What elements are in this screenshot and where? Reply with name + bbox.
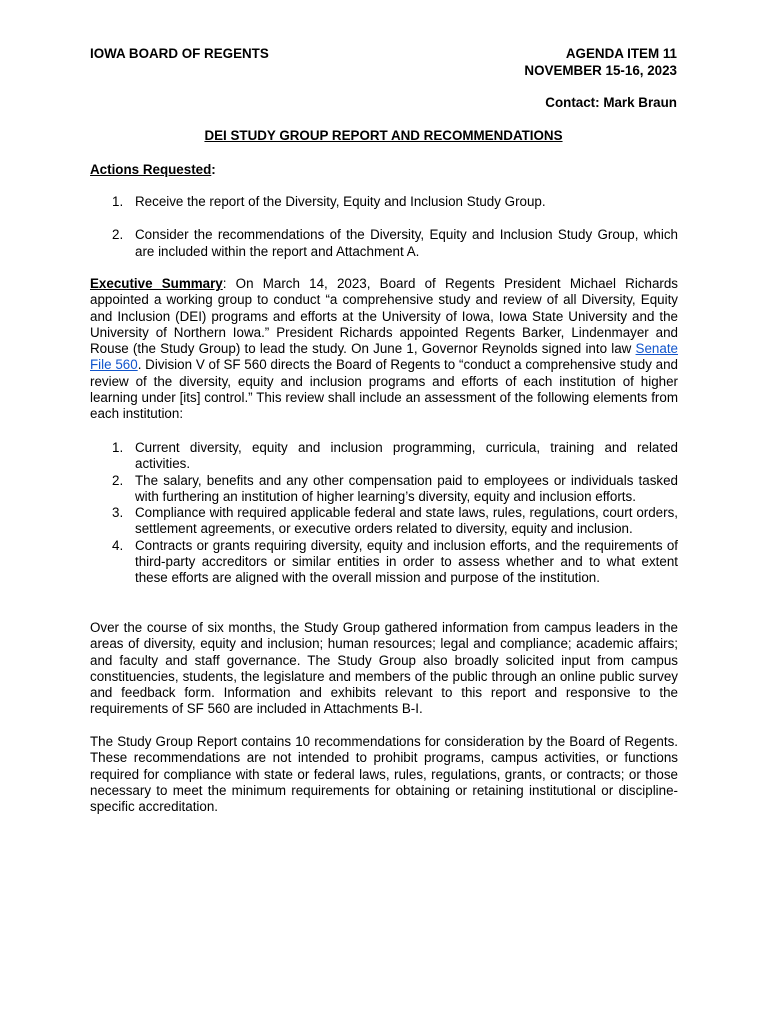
action-number: 2. bbox=[112, 227, 124, 243]
actions-list bbox=[90, 194, 678, 260]
element-text: The salary, benefits and any other compensation paid to employees or individuals tasked with furthering an institution of higher learning’s diversity, equity and inclusion efforts. bbox=[135, 472, 678, 504]
process-paragraph: Over the course of six months, the Study Group gathered information from campus leaders in the areas of diversity, equity and inclusion; human resources; legal and compliance; academic affairs; and faculty and staff governance. The Study Group also broadly solicited input from campus constituencies, students, the legislature and members of the public through an online public survey and feedback form. Information and exhibits relevant to this report and responsive to the requirements of SF 560 are included in Attachments B-I. bbox=[90, 620, 678, 717]
action-text: Consider the recommendations of the Diversity, Equity and Inclusion Study Group, which are included within the report and Attachment A. bbox=[135, 227, 678, 259]
contact-line: Contact: Mark Braun bbox=[545, 95, 677, 110]
element-text: Compliance with required applicable federal and state laws, rules, regulations, court orders, settlement agreements, or executive orders related to diversity, equity and inclusion. bbox=[135, 505, 678, 537]
element-item bbox=[90, 440, 678, 473]
element-number: 1. bbox=[112, 440, 124, 455]
action-text: Receive the report of the Diversity, Equity and Inclusion Study Group. bbox=[135, 194, 546, 209]
executive-summary-paragraph bbox=[90, 276, 678, 423]
agenda-item: AGENDA ITEM 11 bbox=[565, 46, 677, 61]
actions-requested-heading bbox=[90, 162, 216, 178]
organization-name: IOWA BOARD OF REGENTS bbox=[90, 46, 269, 61]
element-item bbox=[90, 473, 678, 506]
actions-heading-colon: : bbox=[211, 162, 216, 177]
element-number: 2. bbox=[112, 472, 124, 488]
actions-heading-text: Actions Requested bbox=[90, 162, 212, 177]
action-number: 1. bbox=[112, 194, 124, 209]
element-text: Current diversity, equity and inclusion programming, curricula, training and related activities. bbox=[135, 440, 678, 472]
action-item bbox=[90, 227, 678, 260]
element-number: 4. bbox=[112, 537, 124, 553]
document-title: DEI STUDY GROUP REPORT AND RECOMMENDATIONS bbox=[204, 128, 563, 143]
agenda-block bbox=[524, 46, 677, 79]
senate-file-560-link[interactable]: Senate File 560 bbox=[90, 341, 678, 373]
action-item bbox=[90, 194, 678, 210]
element-item bbox=[90, 505, 678, 538]
assessment-elements-list bbox=[90, 440, 678, 587]
recommendations-paragraph: The Study Group Report contains 10 recommendations for consideration by the Board of Regents. These recommendations are not intended to prohibit programs, campus activities, or functions required for compliance with state or federal laws, rules, regulations, grants, or contracts; or those necessary to meet the minimum requirements for obtaining or retaining institutional or discipline-specific accreditation. bbox=[90, 734, 678, 815]
executive-summary-text-1: : On March 14, 2023, Board of Regents President Michael Richards appointed a working group to conduct “a comprehensive study and review of all Diversity, Equity and Inclusion (DEI) programs and efforts at the University of Iowa, Iowa State University and the University of Northern Iowa.” President Richards appointed Regents Barker, Lindenmayer and Rouse (the Study Group) to lead the study. On June 1, Governor Reynolds signed into law bbox=[90, 276, 678, 357]
meeting-date: NOVEMBER 15-16, 2023 bbox=[524, 62, 677, 78]
executive-summary-lead: Executive Summary bbox=[90, 276, 223, 291]
element-number: 3. bbox=[112, 505, 124, 521]
element-item bbox=[90, 538, 678, 587]
element-text: Contracts or grants requiring diversity, equity and inclusion efforts, and the requirements of third-party accreditors or similar entities in order to assess whether and to what extent these efforts are aligned with the overall mission and purpose of the institution. bbox=[135, 537, 678, 586]
executive-summary-text-2: . Division V of SF 560 directs the Board of Regents to “conduct a comprehensive study and review of the diversity, equity and inclusion programs and efforts of each institution of higher learning under [its] control.” This review shall include an assessment of the following elements from each institution: bbox=[90, 357, 678, 422]
